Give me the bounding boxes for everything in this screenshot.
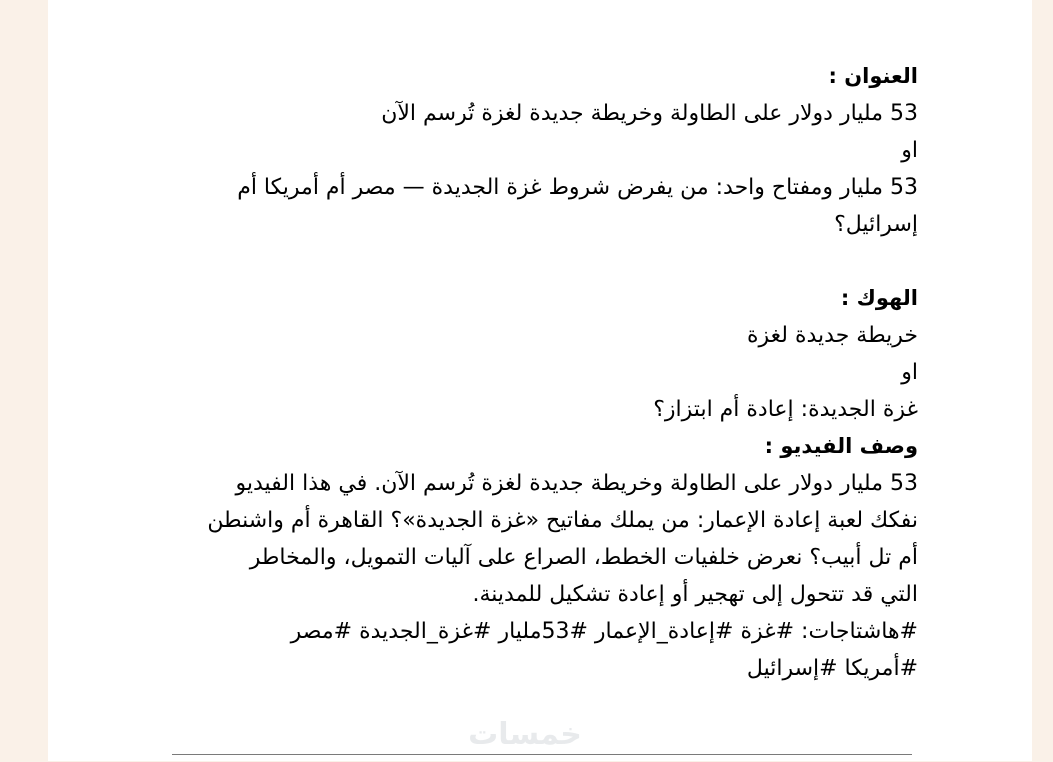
hook-or: او [901, 360, 918, 385]
title-heading: العنوان : [828, 64, 918, 88]
description-line: أم تل أبيب؟ نعرض خلفيات الخطط، الصراع على آليات التمويل، والمخاطر [249, 545, 918, 570]
title-or: او [901, 138, 918, 163]
hook-heading: الهوك : [840, 286, 918, 310]
khamsat-logo-icon [455, 708, 595, 758]
title-option-1: 53 مليار دولار على الطاولة وخريطة جديدة لغزة تُرسم الآن [381, 101, 918, 126]
bottom-divider [172, 754, 912, 755]
description-line: التي قد تتحول إلى تهجير أو إعادة تشكيل للمدينة. [472, 582, 918, 607]
description-line: 53 مليار دولار على الطاولة وخريطة جديدة لغزة تُرسم الآن. في هذا الفيديو [235, 471, 918, 496]
document-content [128, 58, 918, 687]
title-option-2-line-1: 53 مليار ومفتاح واحد: من يفرض شروط غزة الجديدة — مصر أم أمريكا أم [237, 175, 918, 200]
video-description-heading: وصف الفيديو : [764, 434, 918, 458]
watermark-text: خمسات [468, 717, 582, 752]
title-option-2-line-2: إسرائيل؟ [834, 212, 918, 237]
hashtags-line-1: #هاشتاجات: #غزة #إعادة_الإعمار #53مليار #غزة_الجديدة #مصر [290, 619, 918, 644]
hook-option-1: خريطة جديدة لغزة [746, 323, 918, 348]
hashtags-line-2: #أمريكا #إسرائيل [746, 656, 918, 681]
hook-option-2: غزة الجديدة: إعادة أم ابتزاز؟ [653, 397, 918, 422]
description-line: نفكك لعبة إعادة الإعمار: من يملك مفاتيح «غزة الجديدة»؟ القاهرة أم واشنطن [207, 508, 918, 533]
